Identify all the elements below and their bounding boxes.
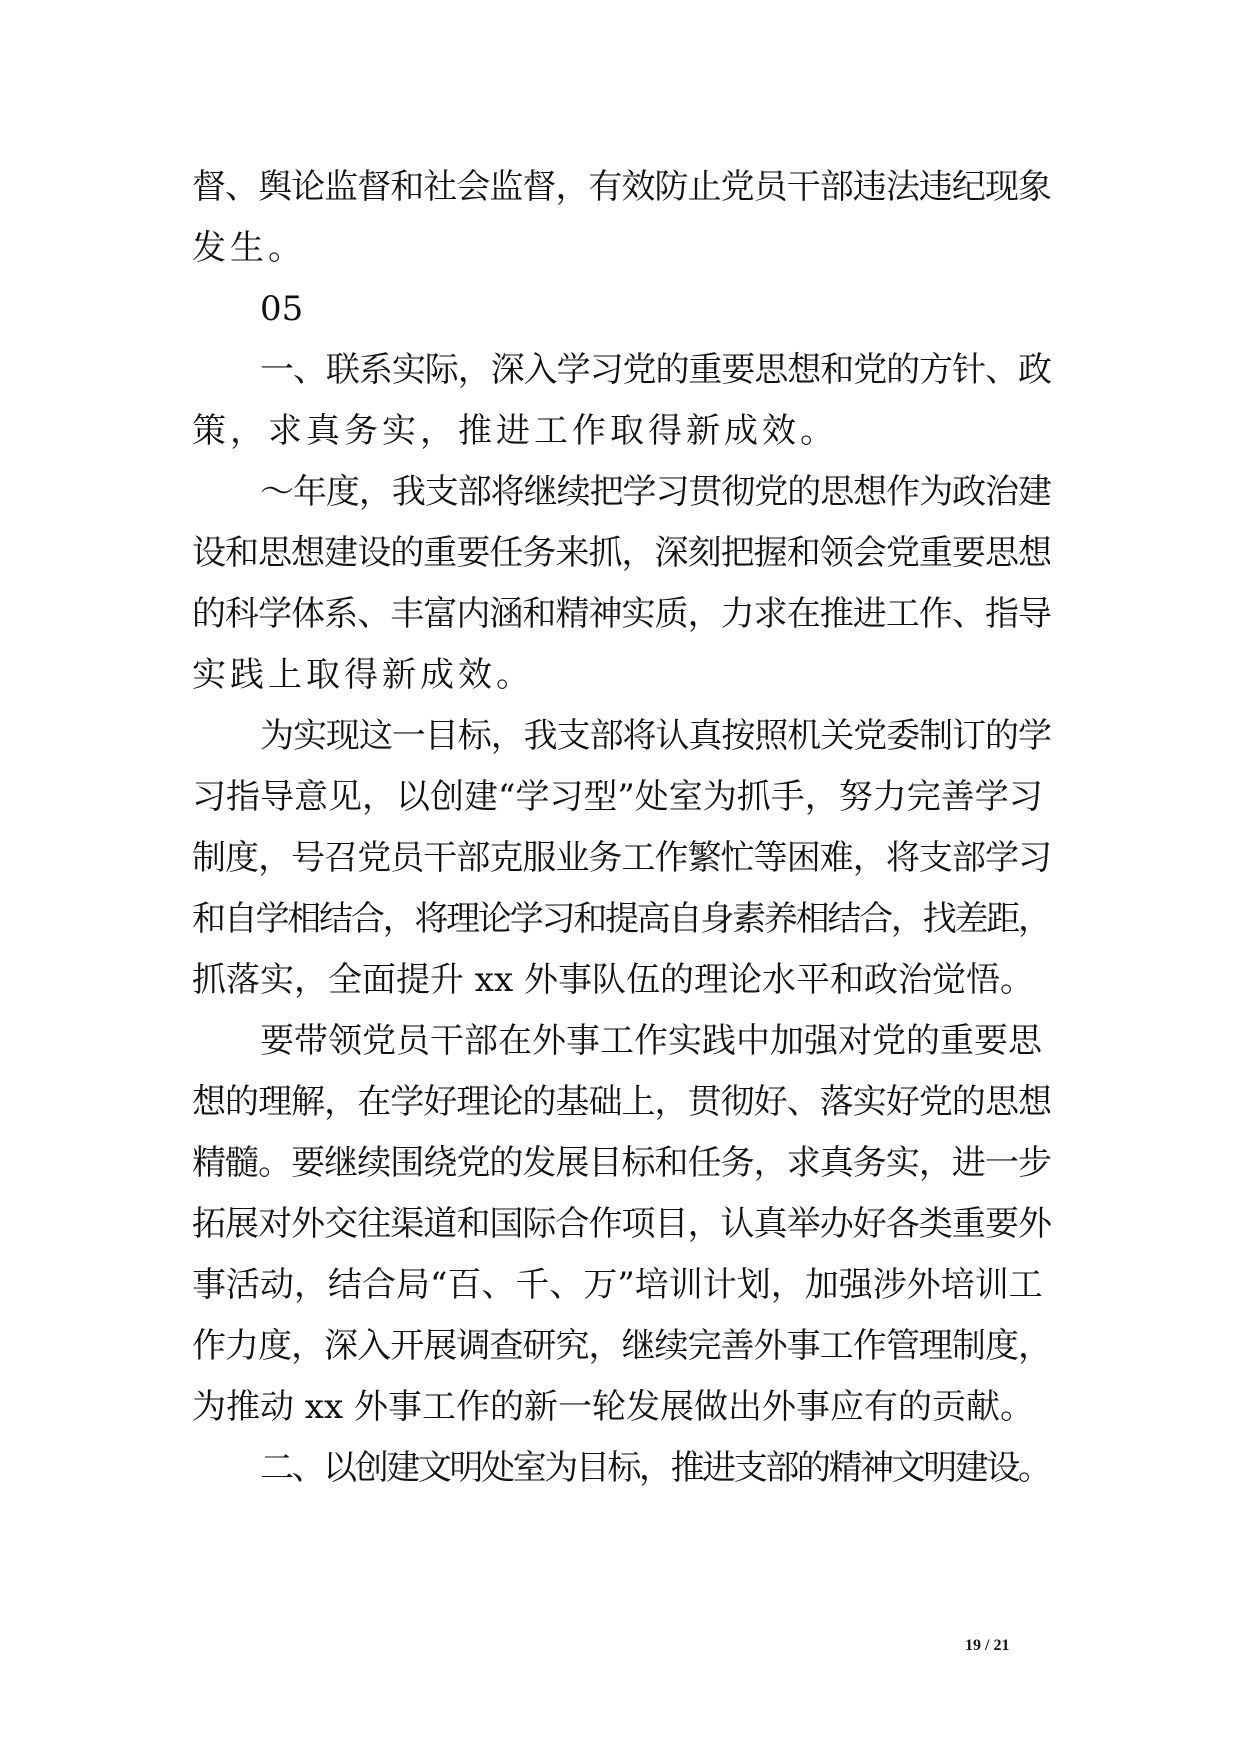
- text-line: 二、以创建文明处室为目标，推进支部的精神文明建设。: [260, 1448, 1050, 1488]
- text-line: 习指导意见，以创建“学习型”处室为抓手，努力完善学习: [192, 777, 1043, 817]
- text-line: 为推动 xx 外事工作的新一轮发展做出外事应有的贡献。: [192, 1387, 1034, 1427]
- text-line: 策，求真务实，推进工作取得新成效。: [192, 411, 838, 451]
- text-line: 事活动，结合局“百、千、万”培训计划，加强涉外培训工: [192, 1265, 1043, 1305]
- text-line: 设和思想建设的重要任务来抓，深刻把握和领会党重要思想: [192, 533, 1052, 573]
- text-line: 和自学相结合，将理论学习和提高自身素养相结合，找差距，: [192, 899, 1050, 939]
- text-line: 作力度，深入开展调查研究，继续完善外事工作管理制度，: [192, 1326, 1052, 1366]
- text-line: 发生。: [192, 228, 306, 268]
- text-line: ～年度，我支部将继续把学习贯彻党的思想作为政治建: [260, 472, 1051, 512]
- text-line: 抓落实，全面提升 xx 外事队伍的理论水平和政治觉悟。: [192, 960, 1034, 1000]
- text-line: 一、联系实际，深入学习党的重要思想和党的方针、政: [260, 350, 1051, 390]
- text-line: 督、舆论监督和社会监督，有效防止党员干部违法违纪现象: [192, 167, 1052, 207]
- text-line: 要带领党员干部在外事工作实践中加强对党的重要思: [260, 1021, 1042, 1061]
- text-line: 拓展对外交往渠道和国际合作项目，认真举办好各类重要外: [192, 1204, 1052, 1244]
- page-number: 19 / 21: [965, 1637, 1010, 1654]
- text-line: 精髓。要继续围绕党的发展目标和任务，求真务实，进一步: [192, 1143, 1052, 1183]
- text-line: 为实现这一目标，我支部将认真按照机关党委制订的学: [260, 716, 1051, 756]
- text-line: 制度，号召党员干部克服业务工作繁忙等困难，将支部学习: [192, 838, 1052, 878]
- document-body: [192, 157, 1052, 1499]
- text-line: 想的理解，在学好理论的基础上，贯彻好、落实好党的思想: [192, 1082, 1052, 1122]
- text-line: 05: [260, 289, 304, 329]
- text-line: 的科学体系、丰富内涵和精神实质，力求在推进工作、指导: [192, 594, 1052, 634]
- text-line: 实践上取得新成效。: [192, 655, 534, 695]
